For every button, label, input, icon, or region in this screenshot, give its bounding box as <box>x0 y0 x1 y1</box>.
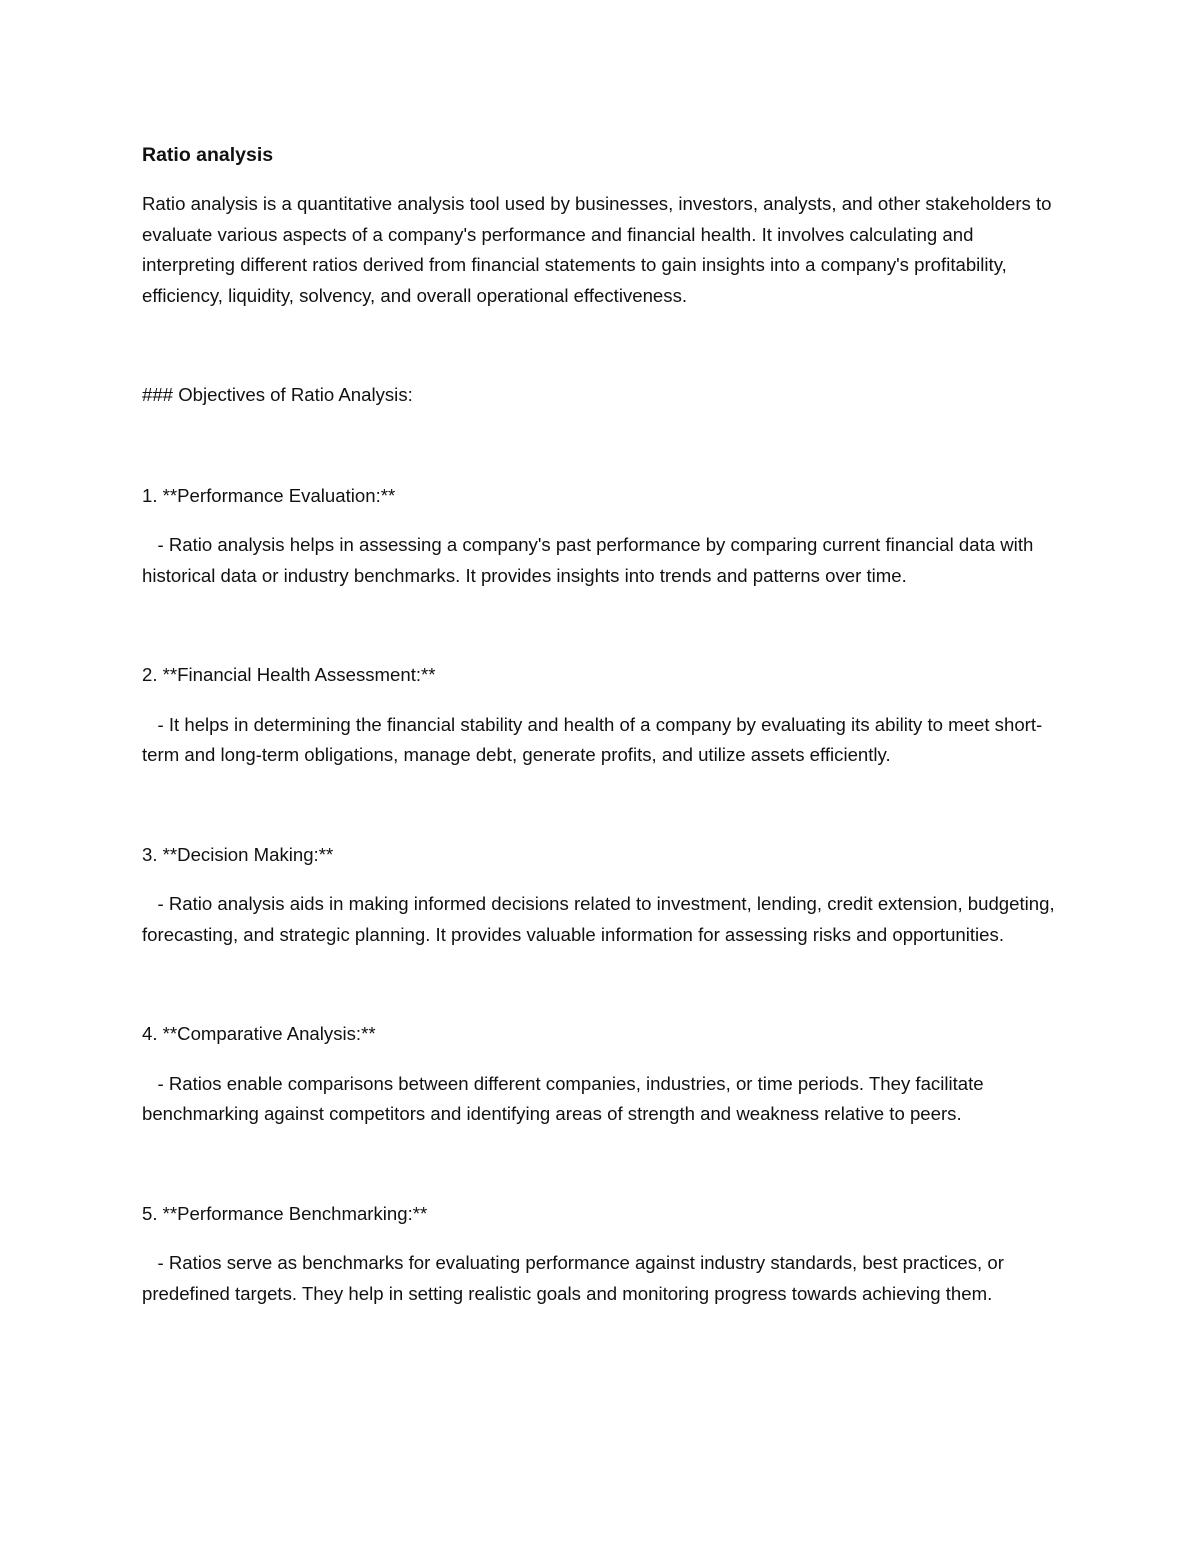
objective-body <box>142 1069 1062 1130</box>
objective-heading: 3. **Decision Making:** <box>142 843 334 865</box>
objective-heading: 1. **Performance Evaluation:** <box>142 484 396 506</box>
objective-body-text: - It helps in determining the financial stability and health of a company by evaluating its ability to meet short-term and long-term obligations, manage debt, generate profits, and utilize assets efficiently. <box>142 713 1043 765</box>
objective-body-text: - Ratio analysis aids in making informed decisions related to investment, lending, credit extension, budgeting, forecasting, and strategic planning. It provides valuable information for assessing risks and opportunities. <box>142 893 1060 945</box>
objective-heading: 5. **Performance Benchmarking:** <box>142 1202 428 1224</box>
objective-heading: 2. **Financial Health Assessment:** <box>142 664 436 685</box>
section-heading: ### Objectives of Ratio Analysis: <box>142 384 413 405</box>
document-title: Ratio analysis <box>142 144 274 166</box>
objective-body <box>142 530 1062 591</box>
objective-body-text: - Ratio analysis helps in assessing a company's past performance by comparing current financial data with historical data or industry benchmarks. It provides insights into trends and patterns over time. <box>142 534 1039 586</box>
objective-body <box>142 710 1062 771</box>
objective-heading: 4. **Comparative Analysis:** <box>142 1023 376 1044</box>
objective-body-text: - Ratios enable comparisons between different companies, industries, or time periods. They facilitate benchmarking against competitors and identifying areas of strength and weakness relative to peers. <box>142 1072 989 1124</box>
document-content <box>142 140 1062 1309</box>
objective-body-text: - Ratios serve as benchmarks for evaluating performance against industry standards, best practices, or predefined targets. They help in setting realistic goals and monitoring progress towards achieving them. <box>142 1252 1010 1304</box>
objective-body <box>142 889 1062 950</box>
objective-body <box>142 1248 1062 1309</box>
intro-paragraph: Ratio analysis is a quantitative analysis tool used by businesses, investors, analysts, and other stakeholders to evaluate various aspects of a company's performance and financial health. It involves calculating and interpreting different ratios derived from financial statements to gain insights into a company's profitability, efficiency, liquidity, solvency, and overall operational effectiveness. <box>142 193 1052 306</box>
